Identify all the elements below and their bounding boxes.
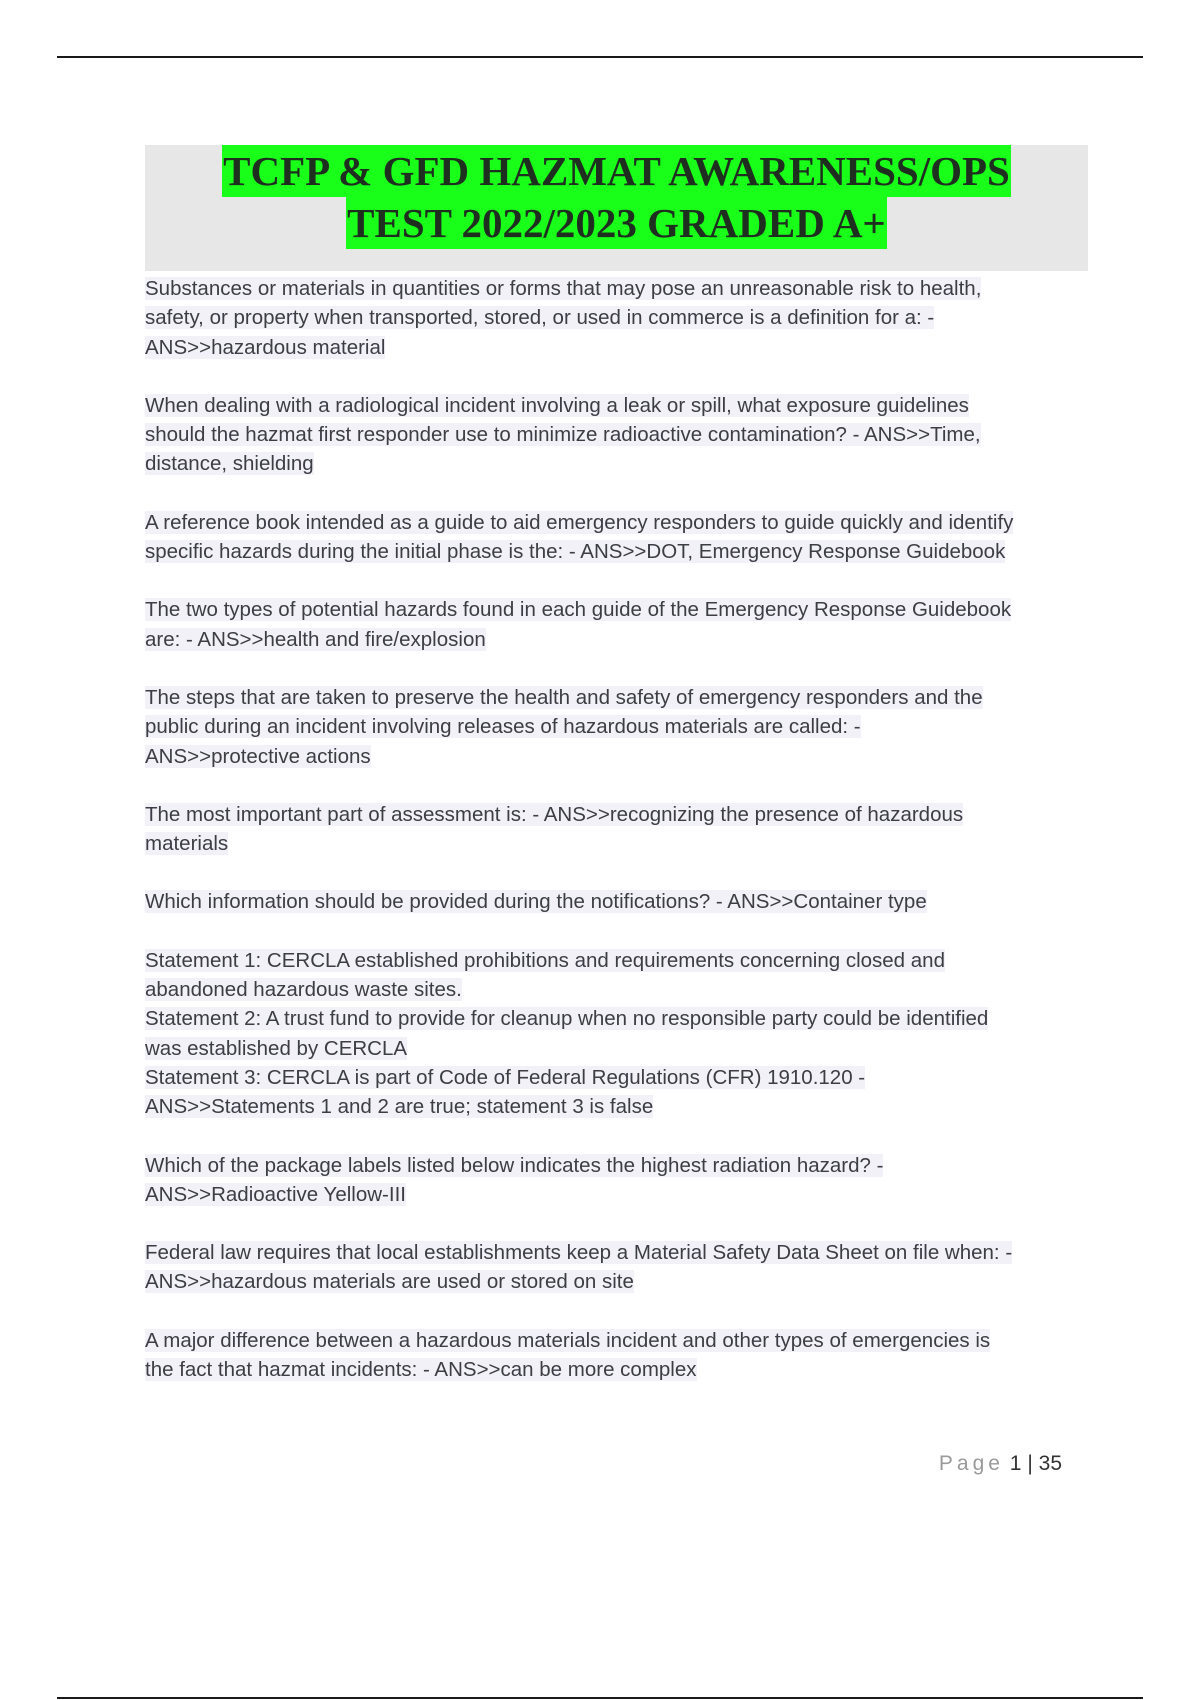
qa-line: materials [145,832,229,856]
qa-line: public during an incident involving releases of hazardous materials are called: - [145,715,861,739]
title-block [145,145,1088,271]
qa-item [145,683,1088,771]
qa-item [145,946,1088,1122]
qa-line: ANS>>Radioactive Yellow-III [145,1182,406,1206]
qa-line: are: - ANS>>health and fire/explosion [145,627,486,651]
qa-line: specific hazards during the initial phase is the: - ANS>>DOT, Emergency Response Guidebook [145,540,1006,564]
qa-line: When dealing with a radiological incident involving a leak or spill, what exposure guidelines [145,393,969,417]
total-pages: 35 [1038,1452,1062,1475]
qa-line: Federal law requires that local establishments keep a Material Safety Data Sheet on file when: - [145,1241,1013,1265]
qa-line: Substances or materials in quantities or forms that may pose an unreasonable risk to health, [145,277,982,300]
qa-item [145,1238,1088,1297]
qa-line: Which information should be provided during the notifications? - ANS>>Container type [145,890,927,914]
qa-line: safety, or property when transported, stored, or used in commerce is a definition for a: - [145,306,935,330]
top-rule [57,56,1143,58]
qa-line: Which of the package labels listed below indicates the highest radiation hazard? - [145,1153,884,1177]
qa-line: the fact that hazmat incidents: - ANS>>can be more complex [145,1358,697,1382]
qa-line: A major difference between a hazardous materials incident and other types of emergencies is [145,1328,991,1352]
qa-line: was established by CERCLA [145,1036,408,1060]
qa-line: distance, shielding [145,452,314,476]
qa-line: Statement 1: CERCLA established prohibitions and requirements concerning closed and [145,948,945,972]
qa-list [145,274,1088,1413]
qa-item [145,800,1088,859]
qa-line: Statement 2: A trust fund to provide for cleanup when no responsible party could be identified [145,1007,989,1031]
qa-item [145,391,1088,479]
qa-line: ANS>>Statements 1 and 2 are true; statement 3 is false [145,1095,654,1119]
qa-item [145,508,1088,567]
qa-item [145,1326,1088,1385]
qa-line: should the hazmat first responder use to minimize radioactive contamination? - ANS>>Time, [145,423,981,447]
qa-line: ANS>>hazardous materials are used or stored on site [145,1270,634,1294]
bottom-rule [57,1697,1143,1699]
qa-line: The most important part of assessment is: - ANS>>recognizing the presence of hazardous [145,802,964,826]
qa-line: Statement 3: CERCLA is part of Code of Federal Regulations (CFR) 1910.120 - [145,1065,866,1089]
qa-item [145,595,1088,654]
qa-line: The steps that are taken to preserve the health and safety of emergency responders and the [145,685,983,709]
qa-line: abandoned hazardous waste sites. [145,978,462,1002]
page-label: Page [938,1452,1004,1475]
qa-item [145,274,1088,362]
page-footer [939,1452,1062,1476]
qa-line: A reference book intended as a guide to aid emergency responders to guide quickly and identify [145,510,1014,534]
qa-item [145,887,1088,916]
title-line-1: TCFP & GFD HAZMAT AWARENESS/OPS [222,145,1011,197]
qa-line: ANS>>hazardous material [145,335,386,359]
page-number: 1 [1009,1452,1022,1475]
page-separator: | [1027,1452,1033,1475]
qa-line: ANS>>protective actions [145,744,371,768]
qa-item [145,1151,1088,1210]
qa-line: The two types of potential hazards found in each guide of the Emergency Response Guidebook [145,598,1012,622]
title-line-2: TEST 2022/2023 GRADED A+ [346,197,887,249]
